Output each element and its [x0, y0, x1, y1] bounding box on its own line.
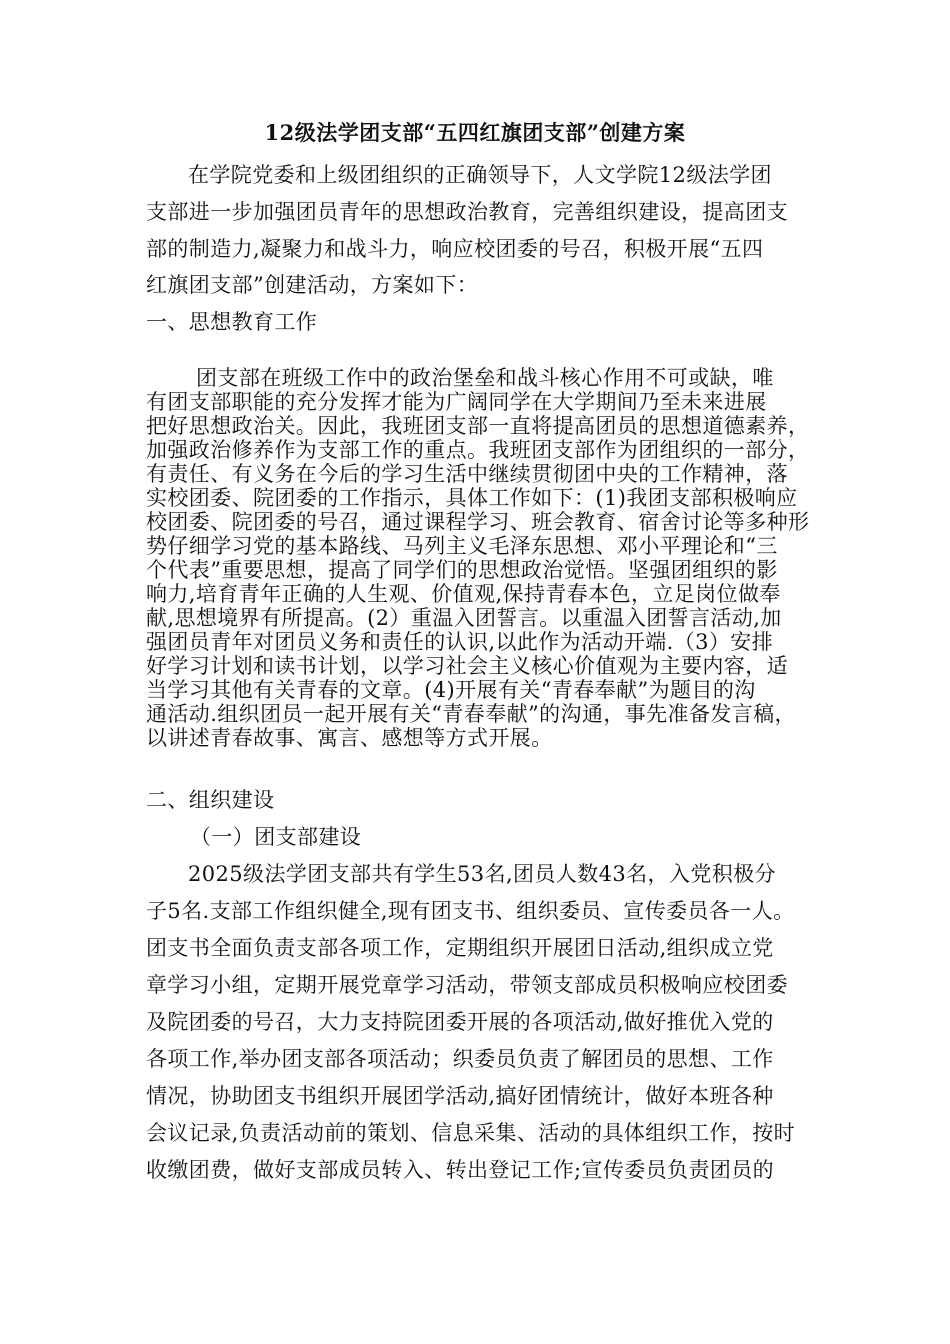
section1-line: 实校团委、院团委的工作指示，具体工作如下：(1)我团支部积极响应 [146, 486, 798, 510]
section1-line: 势仔细学习党的基本路线、马列主义毛泽东思想、邓小平理论和“三 [146, 534, 778, 558]
section2-line: 2025级法学团支部共有学生53名,团员人数43名，入党积极分 [188, 862, 776, 886]
section1-line: 有团支部职能的充分发挥才能为广阔同学在大学期间乃至未来进展 [146, 390, 767, 414]
subsection1-heading: （一）团支部建设 [190, 825, 362, 849]
section1-heading: 一、思想教育工作 [146, 310, 318, 334]
section1-line: 把好思想政治关。因此，我班团支部一直将提高团员的思想道德素养， [146, 414, 810, 438]
intro-line: 红旗团支部”创建活动，方案如下： [146, 273, 479, 297]
section2-line: 各项工作,举办团支部各项活动；织委员负责了解团员的思想、工作 [146, 1047, 774, 1071]
section2-line: 章学习小组，定期开展党章学习活动，带领支部成员积极响应校团委 [146, 973, 788, 997]
section1-line: 有责任、有义务在今后的学习生活中继续贯彻团中央的工作精神，落 [146, 462, 788, 486]
section1-line: 校团委、院团委的号召，通过课程学习、班会教育、宿舍讨论等多种形 [146, 510, 810, 534]
section1-line: 通活动.组织团员一起开展有关“青春奉献”的沟通，事先准备发言稿， [146, 702, 796, 726]
section1-line: 以讲述青春故事、寓言、感想等方式开展。 [146, 726, 553, 750]
section2-line: 团支书全面负责支部各项工作，定期组织开展团日活动,组织成立党 [146, 936, 774, 960]
intro-line: 支部进一步加强团员青年的思想政治教育，完善组织建设，提高团支 [146, 200, 788, 224]
document-title: 12级法学团支部“五四红旗团支部”创建方案 [264, 120, 686, 145]
section1-line: 献,思想境界有所提高。(2）重温入团誓言。以重温入团誓言活动,加 [146, 606, 782, 630]
section1-line: 响力,培育青年正确的人生观、价值观,保持青春本色，立足岗位做奉 [146, 582, 781, 606]
intro-line: 在学院党委和上级团组织的正确领导下，人文学院12级法学团 [188, 163, 772, 187]
section2-line: 子5名.支部工作组织健全,现有团支书、组织委员、宣传委员各一人。 [146, 899, 795, 923]
section1-line: 强团员青年对团员义务和责任的认识,以此作为活动开端.（3）安排 [146, 630, 774, 654]
section1-line: 好学习计划和读书计划，以学习社会主义核心价值观为主要内容，适 [146, 654, 788, 678]
section2-line: 情况，协助团支书组织开展团学活动,搞好团情统计，做好本班各种 [146, 1084, 774, 1108]
section1-line: 当学习其他有关青春的文章。(4)开展有关“青春奉献”为题目的沟 [146, 678, 756, 702]
section1-line: 个代表”重要思想，提高了同学们的思想政治觉悟。坚强团组织的影 [146, 558, 778, 582]
section1-line: 团支部在班级工作中的政治堡垒和战斗核心作用不可或缺，唯 [196, 366, 774, 390]
section2-line: 收缴团费，做好支部成员转入、转出登记工作;宣传委员负责团员的 [146, 1158, 775, 1182]
section1-line: 加强政治修养作为支部工作的重点。我班团支部作为团组织的一部分， [146, 438, 810, 462]
section2-line: 会议记录,负责活动前的策划、信息采集、活动的具体组织工作，按时 [146, 1121, 796, 1145]
section2-line: 及院团委的号召，大力支持院团委开展的各项活动,做好推优入党的 [146, 1010, 774, 1034]
section2-heading: 二、组织建设 [146, 788, 275, 812]
intro-line: 部的制造力,凝聚力和战斗力，响应校团委的号召，积极开展“五四 [146, 237, 764, 261]
